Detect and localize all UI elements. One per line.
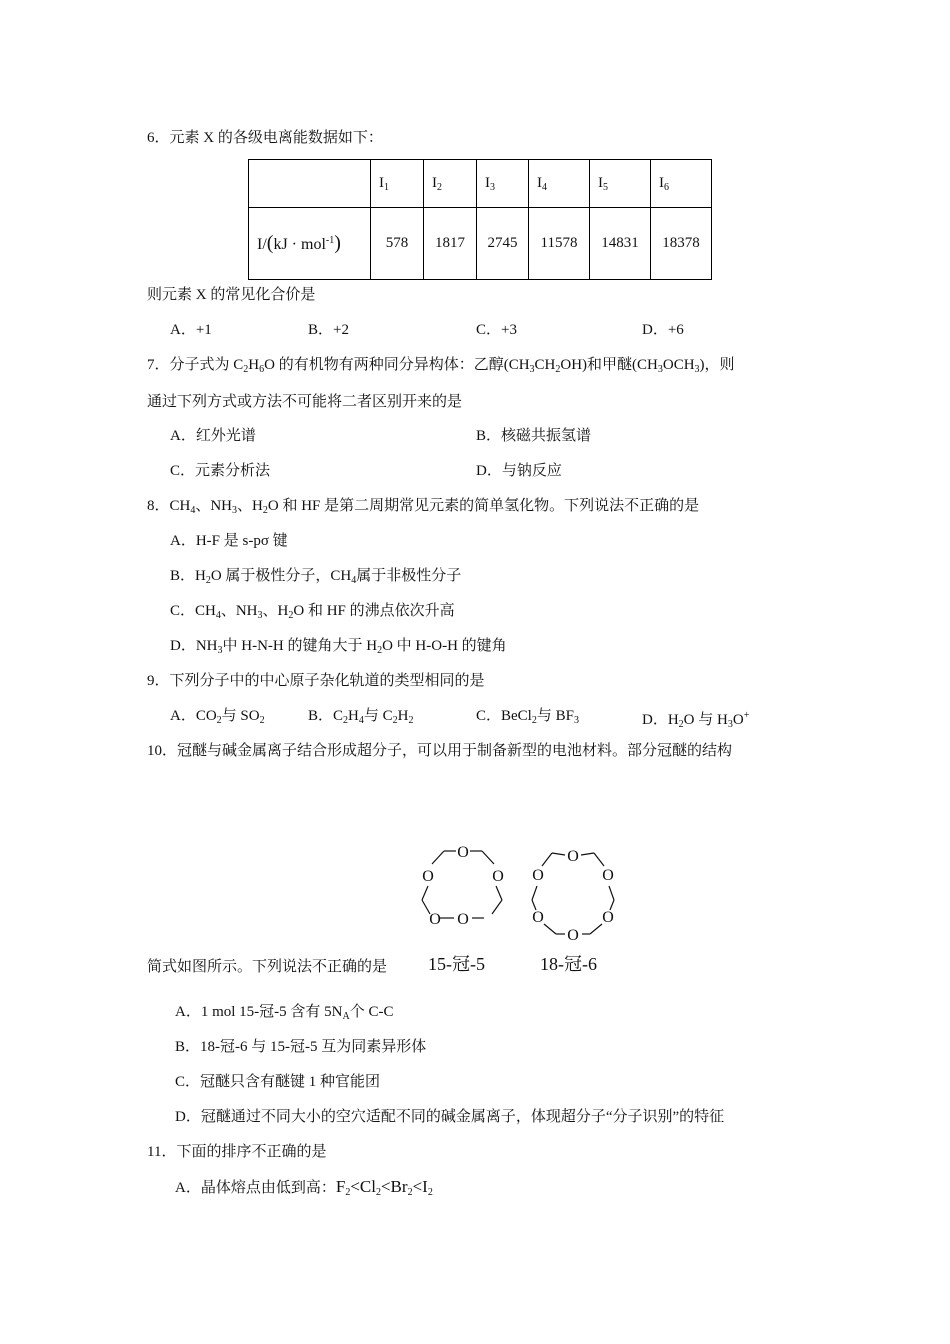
q9-option-d: D．$H_2O$ 与 $H_3O^+$	[642, 710, 750, 730]
q11-stem: 11．下面的排序不正确的是	[147, 1144, 327, 1160]
q10-option-a: A．1 mol 15-冠-5 含有 $5N_A$个 C-C	[175, 1004, 394, 1022]
table-header-i4: $I_4$	[529, 160, 590, 208]
q10-stem-line1: 10．冠醚与碱金属离子结合形成超分子，可以用于制备新型的电池材料。部分冠醚的结构	[147, 743, 733, 759]
q6-option-d: D．+6	[642, 322, 684, 338]
q8-option-c: C．$CH_4$、$NH_3$、$H_2O$ 和 HF 的沸点依次升高	[170, 603, 455, 621]
q10-option-b: B．18-冠-6 与 15-冠-5 互为同素异形体	[175, 1039, 427, 1055]
oxygen-atom: O	[532, 867, 544, 884]
q6-stem: 6．元素 X 的各级电离能数据如下：	[147, 130, 383, 146]
q8-option-d: D．$NH_3$中 H-N-H 的键角大于 $H_2O$ 中 H-O-H 的键角	[170, 638, 507, 656]
oxygen-atom: O	[429, 911, 441, 928]
crown-ether-15-5	[408, 838, 518, 938]
q10-stem-line2: 简式如图所示。下列说法不正确的是	[147, 959, 388, 975]
oxygen-atom: O	[567, 848, 579, 865]
table-header-i3: $I_3$	[477, 160, 529, 208]
q6-question: 则元素 X 的常见化合价是	[147, 287, 316, 303]
q9-option-a: A．$CO_2$与 $SO_2$	[170, 708, 265, 726]
q11-option-a: A．晶体熔点由低到高：$F_2<Cl_2<Br_2<I_2$	[175, 1177, 433, 1198]
table-cell: 18378	[651, 208, 712, 280]
oxygen-atom: O	[602, 909, 614, 926]
q6-option-a: A．+1	[170, 322, 212, 338]
q8-option-a: A．H-F 是 s-pσ 键	[170, 533, 288, 549]
table-header-i2: $I_2$	[424, 160, 477, 208]
crown-15-5-label: 15-冠-5	[428, 954, 485, 974]
q9-stem: 9．下列分子中的中心原子杂化轨道的类型相同的是	[147, 673, 485, 689]
table-header-i6: $I_6$	[651, 160, 712, 208]
table-header-i5: $I_5$	[590, 160, 651, 208]
ionization-energy-table	[248, 159, 712, 280]
table-cell: 11578	[529, 208, 590, 280]
q7-stem-line2: 通过下列方式或方法不可能将二者区别开来的是	[147, 394, 463, 410]
oxygen-atom: O	[492, 868, 504, 885]
q10-option-c: C．冠醚只含有醚键 1 种官能团	[175, 1074, 381, 1090]
oxygen-atom: O	[422, 868, 434, 885]
table-row-label: I/(kJ · mol$^{-1}$)	[249, 208, 371, 280]
q7-option-c: C．元素分析法	[170, 463, 271, 479]
q8-stem: 8．$CH_4$、$NH_3$、$H_2O$ 和 HF 是第二周期常见元素的简单氢化物。下列说法不正确的是	[147, 498, 700, 516]
oxygen-atom: O	[457, 844, 469, 861]
table-cell: 578	[371, 208, 424, 280]
table-cell: 1817	[424, 208, 477, 280]
oxygen-atom: O	[532, 909, 544, 926]
q7-option-d: D．与钠反应	[476, 463, 562, 479]
oxygen-atom: O	[567, 927, 579, 944]
oxygen-atom: O	[457, 911, 469, 928]
oxygen-atom: O	[602, 867, 614, 884]
q8-option-b: B．$H_2O$ 属于极性分子，$CH_4$属于非极性分子	[170, 568, 462, 586]
crown-18-6-label: 18-冠-6	[540, 954, 597, 974]
table-header-row	[249, 160, 712, 208]
table-cell: 14831	[590, 208, 651, 280]
q9-option-b: B．$C_2H_4$与 $C_2H_2$	[308, 708, 414, 726]
crown-ether-18-6	[518, 838, 628, 948]
table-corner-cell	[249, 160, 371, 208]
q10-option-d: D．冠醚通过不同大小的空穴适配不同的碱金属离子，体现超分子“分子识别”的特征	[175, 1109, 725, 1125]
q7-option-b: B．核磁共振氢谱	[476, 428, 592, 444]
q9-option-c: C．BeCl$_2$与 $BF_3$	[476, 708, 579, 726]
table-header-i1: $I_1$	[371, 160, 424, 208]
table-value-row	[249, 208, 712, 280]
q6-option-c: C．+3	[476, 322, 517, 338]
q7-stem-line1: 7．分子式为 $C_2H_6O$ 的有机物有两种同分异构体：乙醇$(CH_3CH_2OH)$和甲醚$(CH_3OCH_3)$，则	[147, 357, 735, 375]
q6-option-b: B．+2	[308, 322, 349, 338]
table-cell: 2745	[477, 208, 529, 280]
q7-option-a: A．红外光谱	[170, 428, 256, 444]
